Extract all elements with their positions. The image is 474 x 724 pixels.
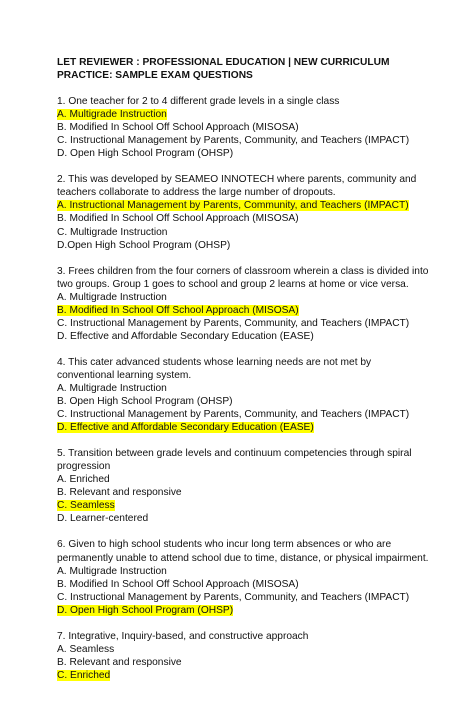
header-subtitle: PRACTICE: SAMPLE EXAM QUESTIONS xyxy=(57,70,253,82)
option-a: A. Seamless xyxy=(57,643,115,655)
option-c: C. Multigrade Instruction xyxy=(57,226,168,238)
option-c: C. Instructional Management by Parents, Community, and Teachers (IMPACT) xyxy=(57,591,410,603)
question-4 xyxy=(57,356,434,434)
question-text: 7. Integrative, Inquiry-based, and constructive approach xyxy=(57,630,309,642)
question-6 xyxy=(57,538,434,616)
question-text: 5. Transition between grade levels and continuum competencies through spiral progression xyxy=(57,448,412,473)
option-a-highlighted: A. Instructional Management by Parents, Community, and Teachers (IMPACT) xyxy=(57,200,409,212)
option-c: C. Instructional Management by Parents, Community, and Teachers (IMPACT) xyxy=(57,409,410,421)
option-c-highlighted: C. Seamless xyxy=(57,500,115,512)
option-d-highlighted: D. Open High School Program (OHSP) xyxy=(57,604,234,616)
option-c: C. Instructional Management by Parents, Community, and Teachers (IMPACT) xyxy=(57,317,410,329)
option-b: B. Modified In School Off School Approach (MISOSA) xyxy=(57,122,299,134)
header-title: LET REVIEWER : PROFESSIONAL EDUCATION | NEW CURRICULUM xyxy=(57,57,390,68)
option-b: B. Relevant and responsive xyxy=(57,487,182,499)
option-d-highlighted: D. Effective and Affordable Secondary Education (EASE) xyxy=(57,422,314,434)
document-header xyxy=(57,56,434,82)
option-b: B. Modified In School Off School Approach (MISOSA) xyxy=(57,578,299,590)
question-2 xyxy=(57,173,434,251)
option-d: D. Open High School Program (OHSP) xyxy=(57,148,234,160)
question-text: 2. This was developed by SEAMEO INNOTECH where parents, community and teachers collaborate to address the large number of dropouts. xyxy=(57,174,417,199)
option-b-highlighted: B. Modified In School Off School Approach (MISOSA) xyxy=(57,304,299,316)
option-a: A. Enriched xyxy=(57,474,110,486)
question-text: 1. One teacher for 2 to 4 different grade levels in a single class xyxy=(57,96,340,108)
option-a: A. Multigrade Instruction xyxy=(57,565,167,577)
option-b: B. Relevant and responsive xyxy=(57,656,182,668)
option-a: A. Multigrade Instruction xyxy=(57,382,167,394)
question-3 xyxy=(57,265,434,343)
option-a: A. Multigrade Instruction xyxy=(57,291,167,303)
question-text: 4. This cater advanced students whose learning needs are not met by conventional learning system. xyxy=(57,356,372,381)
option-d: D. Effective and Affordable Secondary Education (EASE) xyxy=(57,330,314,342)
option-b: B. Open High School Program (OHSP) xyxy=(57,396,233,408)
question-7 xyxy=(57,630,434,682)
option-c: C. Instructional Management by Parents, Community, and Teachers (IMPACT) xyxy=(57,135,410,147)
question-5 xyxy=(57,447,434,525)
question-text: 6. Given to high school students who incur long term absences or who are permanently unable to attend school due to time, distance, or physical impairment. xyxy=(57,539,429,564)
question-1 xyxy=(57,95,434,160)
option-b: B. Modified In School Off School Approach (MISOSA) xyxy=(57,213,299,225)
question-text: 3. Frees children from the four corners of classroom wherein a class is divided into two groups. Group 1 goes to school and group 2 learns at home or vice versa. xyxy=(57,265,429,290)
option-d: D. Learner-centered xyxy=(57,513,149,525)
option-a-highlighted: A. Multigrade Instruction xyxy=(57,109,167,121)
option-d: D.Open High School Program (OHSP) xyxy=(57,239,231,251)
option-c-highlighted: C. Enriched xyxy=(57,669,111,681)
